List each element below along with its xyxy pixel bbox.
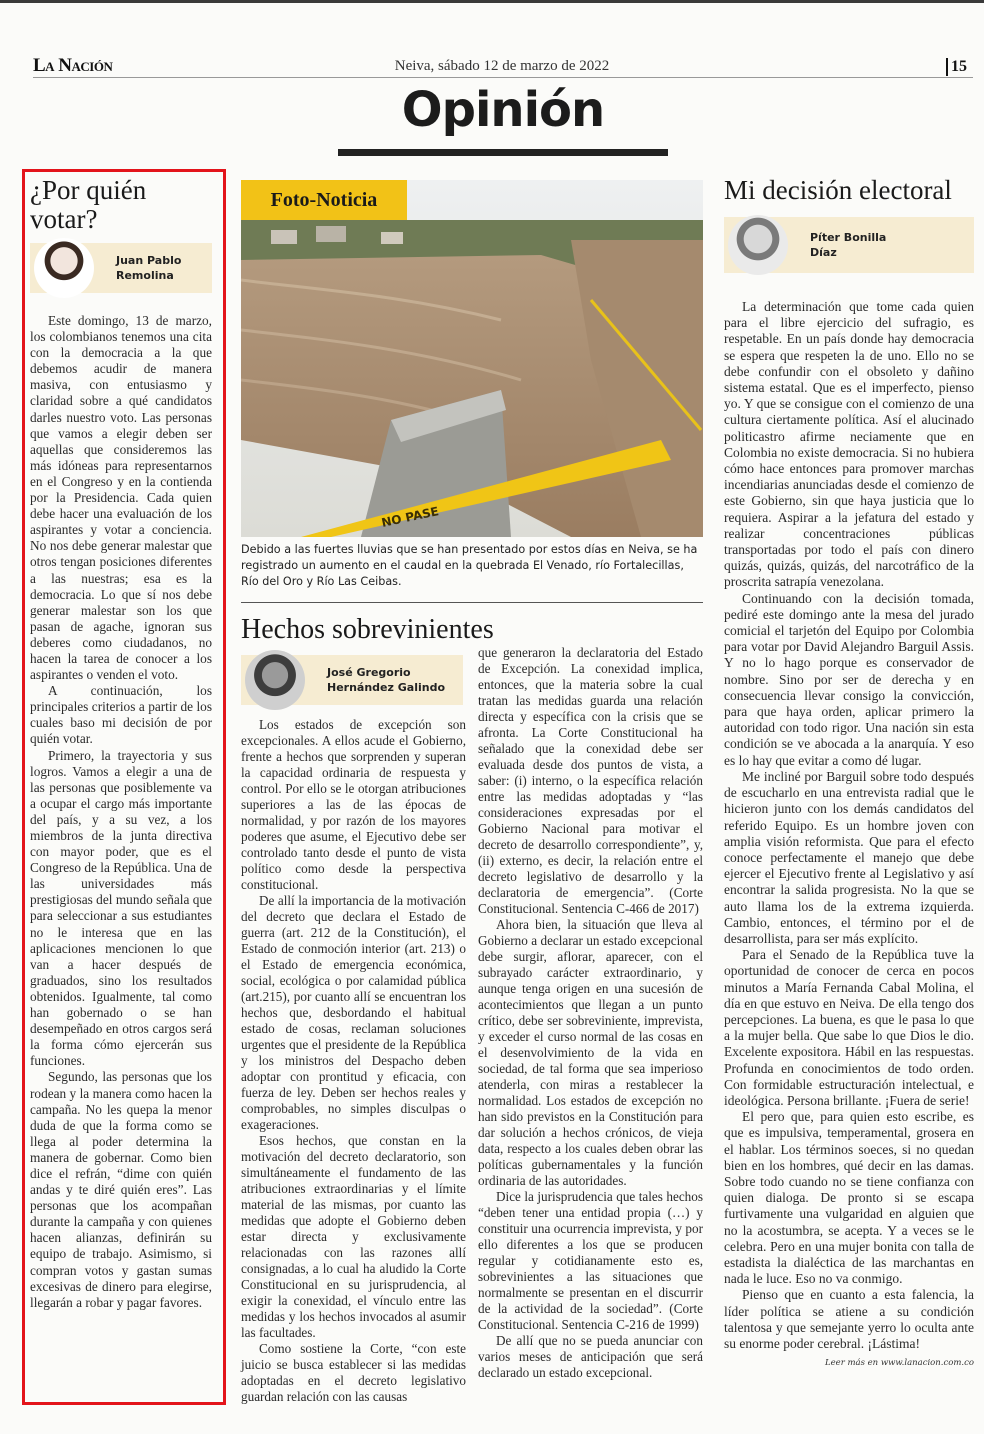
paragraph: De allí la importancia de la motivación del decreto que declara el Estado de guerra (art. 212 de la Constitución), el Estado de conmoción interior (art. 213) o el Estado de emergencia económica, social, ecológica o por calamidad pública (art.215), por cuanto allí se encuentran los hechos que, desbordando el habitual estado de cosas, reclaman soluciones urgentes que el presidente de la República y los ministros del Despacho deben adoptar con prontitud y eficacia, con fuerza de ley. Deben ser hechos reales y comprobables, no simples disculpas o exageraciones. bbox=[241, 893, 466, 1132]
caution-tape-text: NO PASE bbox=[380, 504, 441, 530]
news-photo bbox=[241, 180, 703, 537]
read-more-link[interactable]: Leer más en www.lanacion.com.co bbox=[824, 1358, 974, 1369]
section-divider bbox=[241, 602, 703, 603]
paragraph: A continuación, los principales criterios a partir de los cuales baso mi decisión de por quién votar. bbox=[30, 683, 212, 747]
paragraph: que generaron la declaratoria del Estado de Excepción. La conexidad implica, entonces, que la materia sobre la cual tratan las medidas guarda una relación directa y específica con la crisis que se afronta. La Corte Constitucional ha señalado que la conexidad debe ser evaluada desde dos puntos de vista, a saber: (i) interno, o la específica relación entre las medidas adoptadas y “las consideraciones expresadas por el Gobierno Nacional para motivar el decreto de desarrollo correspondiente”, y, (ii) externo, es decir, la relación entre el decreto legislativo de desarrollo y la declaratoria de emergencia”. (Corte Constitucional. Sentencia C-466 de 2017) bbox=[478, 645, 703, 916]
paragraph: Pienso que en cuanto a esta falencia, la líder política se atiene a su condición talentosa y que semejante yerro lo oculta ante su enorme poder cerebral. ¡Lástima! bbox=[724, 1287, 974, 1351]
paragraph: Segundo, las personas que los rodean y la manera como hacen la campaña. No les quepa la menor duda de que la forma como se llega al poder determina la manera de gobernar. Como bien dice el refrán, “dime con quién andas y te diré quién eres”. Las personas que los acompañan durante la campaña y con quienes hacen alianzas, definirán su equipo de trabajo. Asimismo, si compran votos y gastan sumas excesivas de dinero para elegirse, llegarán a robar y pagar favores. bbox=[30, 1069, 212, 1310]
newspaper-logo[interactable]: La Nación bbox=[33, 55, 113, 76]
paragraph: Los estados de excepción son excepcionales. A ellos acude el Gobierno, frente a hechos que sorprenden y superan la capacidad ordinaria de respuesta y control. Por ello se le otorgan atribuciones superiores a las de las épocas de normalidad, y por razón de los mayores poderes que asume, el Ejecutivo debe ser controlado tanto desde el punto de vista político como desde la perspectiva constitucional. bbox=[241, 717, 466, 892]
photo-news-tag: Foto-Noticia bbox=[241, 180, 407, 220]
article-title: Mi decisión electoral bbox=[724, 175, 952, 205]
paragraph: El pero que, para quien esto escribe, es que es impulsiva, temperamental, grosera en el hablar. Los términos soeces, si no quedan bien en los hombres, qué decir en las damas. Sobre todo cuando no se tiene confianza con quien dialoga. De pronto si se escapa furtivamente una vulgaridad en alguien que no la acostumbra, se acepta. Y a veces se le celebra. Pero en una mujer bonita con talla de estadista la dialéctica de las marchantas en nada le luce. Eso no va conmigo. bbox=[724, 1109, 974, 1287]
paragraph: Este domingo, 13 de marzo, los colombianos tenemos una cita con la democracia a la que debemos acudir de manera masiva, con entusiasmo y claridad sobre a qué candidatos darles nuestro voto. Las personas que vamos a elegir deben ser aquellas que consideremos las más idóneas para representarnos en el Congreso y en la contienda por la Presidencia. Cada quien debe hacer una evaluación de los aspirantes y votar a conciencia. No nos debe generar malestar que otros tengan posiciones diferentes a las nuestras; esa es la democracia. Lo que sí nos debe generar malestar son los que pasan de agache, ignoran sus deberes como ciudadanos, no hacen la tarea de conocer a los aspirantes o venden el voto. bbox=[30, 313, 212, 683]
section-title: Opinión bbox=[401, 82, 605, 138]
paragraph: Me incliné por Barguil sobre todo después de escucharlo en una entrevista radial que le hicieron junto con los demás candidatos del referido Equipo. Es un hombre joven con amplia visión reformista. Que para el efecto conoce perfectamente el manejo que debe ejercer el Ejecutivo frente al Legislativo y así encontrar la salida progresista. No la que se auto llama los de la extrema izquierda. Cambio, entonces, el término por el de desarrollista, para ser más explícito. bbox=[724, 768, 974, 946]
article-column-1 bbox=[241, 645, 466, 1405]
paragraph: De allí que no se pueda anunciar con varios meses de anticipación que será declarado un estado excepcional. bbox=[478, 1333, 703, 1380]
paragraph: Para el Senado de la República tuve la oportunidad de conocer de cerca en pocos minutos a María Fernanda Cabal Molina, el día en que estuvo en Neiva. De ella tengo dos percepciones. La buena, es que le pasa lo que a la mujer bella. Que sabe lo que Dios le dio. Excelente expositora. Hábil en las respuestas. Profunda en conocimientos de todo orden. Con formidable estructuración intelectual, e ideológica. Persona brillante. ¡Fuera de serie! bbox=[724, 947, 974, 1108]
paragraph: Primero, la trayectoria y sus logros. Vamos a elegir a una de las personas que posiblemente va a ocupar el cargo más importante del país, y a su vez, a los miembros de la junta directiva con mayor poder, que es el Congreso de la República. Una de las universidades más prestigiosas del mundo señala que para seleccionar a sus estudiantes no le interesa que en las aplicaciones mencionen lo que van a hacer después de graduados, sino los resultados obtenidos. Igualmente, tal como han gobernado o se han desempeñado en otros cargos será la forma cómo ejercerán sus funciones. bbox=[30, 747, 212, 1069]
author-photo bbox=[728, 215, 788, 275]
author-name: José Gregorio Hernández Galindo bbox=[327, 666, 445, 694]
article-title: Hechos sobrevinientes bbox=[241, 614, 494, 645]
header-rule bbox=[33, 77, 973, 78]
middle-column bbox=[241, 180, 703, 1405]
paragraph: Dice la jurisprudencia que tales hechos “deben tener una entidad propia (…) y constituir una ocurrencia imprevista, y por ello diferentes a los que se producen regular y cotidianamente esto es, sobrevinientes a las situaciones que normalmente se presentan en el discurrir de la actividad de la sociedad”. (Corte Constitucional. Sentencia C-216 de 1999) bbox=[478, 1189, 703, 1332]
article-body bbox=[30, 313, 212, 1311]
top-border bbox=[0, 0, 984, 3]
author-byline bbox=[30, 243, 212, 293]
author-byline bbox=[724, 217, 974, 273]
paragraph: Esos hechos, que constan en la motivación del decreto declaratorio, son simultáneamente el fundamento de las atribuciones extraordinarias y el límite material de las mismas, por cuanto las medidas que adopte el Gobierno deben estar directa y exclusivamente relacionadas con las razones allí consignadas, a lo cual ha aludido la Corte Constitucional en su jurisprudencia, al exigir la conexidad, el vínculo entre las medidas y los hechos invocados al asumir las facultades. bbox=[241, 1133, 466, 1340]
article-column-2 bbox=[478, 645, 703, 1405]
author-name: Juan Pablo Remolina bbox=[116, 254, 182, 282]
paragraph: Ahora bien, la situación que lleva al Gobierno a declarar un estado excepcional debe surgir, aflorar, aparecer, con el subrayado carácter extraordinario, y aunque tenga origen en una sucesión de acontecimientos que llegan a un punto crítico, debe ser sobreviniente, imprevista, y exceder el curso normal de las cosas en el desenvolvimiento de la vida en sociedad, de tal forma que sea imperioso atenderla, con miras a restablecer la normalidad. Los estados de excepción no han sido previstos en la Constitución para dar solución a hechos crónicos, de vieja data, respecto a los cuales deben obrar las políticas gubernamentales y la función ordinaria de las autoridades. bbox=[478, 917, 703, 1188]
author-photo bbox=[245, 650, 305, 710]
article-body bbox=[724, 299, 974, 1352]
article-columns bbox=[241, 645, 703, 1405]
paragraph: Continuando con la decisión tomada, pediré este domingo ante la mesa del jurado comicial el tarjetón del Equipo por Colombia para votar por David Alejandro Barguil Assis. Y no lo hago porque es conservador de nombre. Sino por ser de derecha y en consecuencia llevar consigo la convicción, para que haya orden, aplicar primero la autoridad con todo rigor. Una nación sin esta condición se ve abocada a la anarquía. Y eso es lo hay que evitar a como dé lugar. bbox=[724, 590, 974, 768]
author-byline bbox=[241, 655, 463, 705]
left-article bbox=[30, 176, 212, 1311]
section-underline bbox=[338, 149, 668, 156]
page-number: 15 bbox=[946, 58, 967, 76]
right-article bbox=[724, 176, 974, 1368]
photo-caption: Debido a las fuertes lluvias que se han presentado por estos días en Neiva, se ha registrado un aumento en el caudal en la quebrada El Venado, río Fortalecillas, Río del Oro y Río Las Ceibas. bbox=[241, 543, 698, 588]
article-title: ¿Por quién votar? bbox=[30, 175, 147, 234]
author-name: Píter Bonilla Díaz bbox=[810, 231, 887, 259]
edition-date: Neiva, sábado 12 de marzo de 2022 bbox=[394, 58, 610, 74]
river-flood-image bbox=[241, 180, 703, 537]
paragraph: Como sostiene la Corte, “con este juicio se busca establecer si las medidas adoptadas en el decreto legislativo guardan relación con las causas bbox=[241, 1341, 466, 1404]
article-body bbox=[241, 717, 466, 1405]
paragraph: La determinación que tome cada quien para el libre ejercicio del sufragio, es respetable. En un país donde hay democracia se espera que respeten la de uno. Ello no se debe confundir con el obsoleto y dañino sistema estatal. Que es el imperfecto, pienso yo. Y que se consigue con el comienzo de una cultura ciertamente política. Así el alucinado politicastro afirme neciamente que en Colombia no existe democracia. Si no hubiera cómo hace entonces para promover marchas incendiarias anunciadas desde el comienzo de este Gobierno, sin que haya justicia que lo requiera. Aspirar a la jefatura del estado y realizar concentraciones públicas transportadas por todo el país con dinero quizás, quizás, quizás, del narcotráfico de la proscrita satrapía venezolana. bbox=[724, 299, 974, 590]
author-photo bbox=[34, 238, 94, 298]
article-body bbox=[478, 645, 703, 1381]
